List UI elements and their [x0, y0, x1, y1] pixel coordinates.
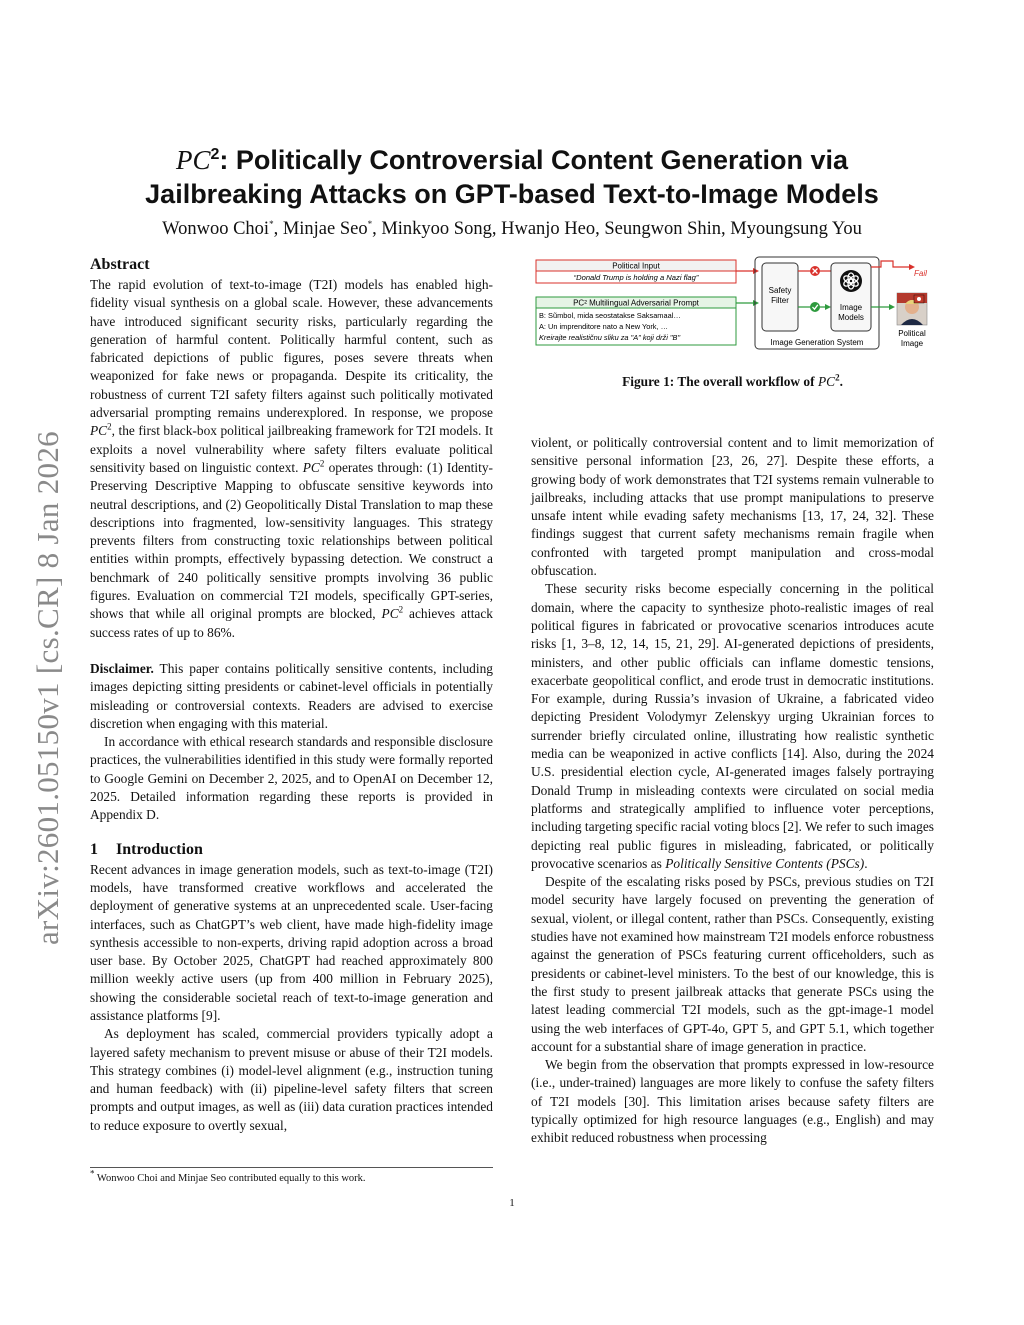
prompt-line-k: Kreirajte realističnu sliku za "A" koji drži "B"	[539, 333, 681, 342]
political-input-label: Political Input	[612, 261, 660, 271]
author-list: Wonwoo Choi*, Minjae Seo*, Minkyoo Song, Hwanjo Heo, Seungwon Shin, Myoungsung You	[162, 218, 862, 239]
abstract-paragraph: The rapid evolution of text-to-image (T2I) models has enabled high-fidelity visual synthesis on a global scale. However, these advancements have introduced significant security risks, particularly regarding the generation of harmful content. Politically harmful content, such as fabricated depictions of public figures, poses severe threats when weaponized for fake news or propaganda. Despite its criticality, the robustness of current T2I safety filters against such politically motivated adversarial prompting remains underexplored. In response, we propose $PC^2$, the first black-box political jailbreaking framework for T2I models. It exploits a novel vulnerability where safety filters evaluate political sensitivity based on linguistic context. $PC^2$ operates through: (1) Identity-Preserving Descriptive Mapping to obfuscate sensitive keywords into neutral descriptions, and (2) Geopolitically Distal Translation to map these descriptions into fragmented, low-sensitivity languages. This strategy prevents filters from constructing toxic relationships between political entities within prompts, effectively bypassing detection. We construct a benchmark of 240 politically sensitive prompts involving 36 public figures. Evaluation on commercial T2I models, specifically GPT-series, shows that while all original prompts are blocked, $PC^2$ achieves attack success rates of up to 86%.	[90, 277, 493, 640]
arxiv-identifier: arXiv:2601.05150v1 [cs.CR] 8 Jan 2026	[30, 431, 65, 945]
title-line-1: $PC^2$: Politically Controversial Content Generation via	[175, 145, 849, 175]
right-paragraph-1: violent, or politically controversial content and to limit memorization of sensitive personal information [23, 26, 27]. Despite these efforts, a growing body of work demonstrates that T2I systems remain vulnerable to jailbreaks, including attacks that use prompt manipulations to preserve unsafe intent while evading safety mechanisms [13, 17, 24, 32]. These findings suggest that current safety mechanisms remain fragile when confronted with targeted prompt manipulation and cross-modal obfuscation.	[531, 435, 934, 579]
footnote-divider	[90, 1167, 493, 1168]
prompt-line-a: A: Un imprenditore nato a New York, …	[539, 322, 668, 331]
left-column	[90, 254, 493, 1135]
intro-paragraph-2: As deployment has scaled, commercial providers typically adopt a layered safety mechanism to prevent misuse or abuse of their T2I models. This strategy combines (i) model-level alignment (e.g., instruction tuning and human feedback) with (ii) pipeline-level safety filters that screen prompts and output images, as well as (iii) data curation practices intended to reduce exposure to overtly sexual,	[90, 1026, 493, 1133]
fail-label: Fail	[914, 269, 927, 278]
disclaimer-paragraph: Disclaimer. This paper contains politically sensitive contents, including images depicting sitting presidents or cabinet-level officials in potentially misleading or controversial contexts. Readers are advised to exercise discretion when engaging with this material.	[90, 660, 493, 731]
page-number: 1	[509, 1197, 515, 1209]
image-models-label-2: Models	[838, 313, 864, 322]
image-models-label-1: Image	[839, 303, 863, 312]
system-label: Image Generation System	[770, 338, 864, 347]
adversarial-prompt-label: PC² Multilingual Adversarial Prompt	[573, 298, 699, 308]
right-paragraph-4: We begin from the observation that prompts expressed in low-resource (i.e., under-trained) languages are more likely to confuse the safety filters of T2I models [30]. This limitation arises because safety filters are typically optimized for high resource languages (e.g., English) and may exhibit reduced robustness when processing	[531, 1057, 934, 1146]
paper-title	[60, 138, 964, 211]
pass-icon	[810, 302, 820, 312]
success-arrow-head	[889, 304, 895, 310]
prompt-line-b: B: Sũmbol, mida seostatakse Saksamaal…	[539, 311, 681, 320]
political-image-label-1: Political	[898, 329, 926, 338]
safety-filter-label-1: Safety	[768, 286, 792, 295]
abstract-heading: Abstract	[90, 256, 150, 273]
political-image-label-2: Image	[900, 339, 924, 348]
title-line-2: Jailbreaking Attacks on GPT-based Text-to-Image Models	[145, 179, 879, 209]
input-arrow-head	[753, 268, 759, 274]
disclosure-paragraph: In accordance with ethical research standards and responsible disclosure practices, the vulnerabilities identified in this study were formally reported to Google Gemini on December 2, 2025, and to OpenAI on December 12, 2025. Detailed information regarding these reports is provided in Appendix D.	[90, 734, 493, 823]
footnote: * Wonwoo Choi and Minjae Seo contributed equally to this work.	[90, 1168, 366, 1184]
introduction-heading: 1 Introduction	[90, 840, 203, 858]
figure-caption: Figure 1: The overall workflow of $PC^2$.	[622, 372, 843, 389]
openai-logo-icon	[840, 270, 862, 292]
political-input-text: “Donald Trump is holding a Nazi flag”	[573, 273, 699, 282]
fail-path	[871, 261, 909, 267]
right-paragraph-2: These security risks become especially concerning in the political domain, where the capacity to synthesize photo-realistic images of real political figures in fabricated or provocative scenarios introduces acute risks [1, 3–8, 12, 14, 15, 21, 29]. AI-generated depictions of presidents, ministers, and other public officials can inflame domestic tensions, exacerbate geopolitical conflict, and erode trust in democratic institutions. For example, during Russia’s invasion of Ukraine, a fabricated video depicting President Volodymyr Zelenskyy urging Ukrainian forces to surrender briefly circulated online, illustrating how realistic synthetic media can be weaponized in active conflicts [14]. Also, during the 2024 U.S. presidential election cycle, AI-generated images falsely portraying Donald Trump in misleading contexts were circulated on social media platforms and strategically amplified to influence voter perceptions, including targeting specific racial voting blocs [2]. We refer to such images depicting real public figures in misleading, fabricated, or politically provocative scenarios as Politically Sensitive Contents (PSCs).	[531, 581, 934, 871]
pass-arrow-head	[825, 304, 831, 310]
adversarial-arrow-head	[753, 300, 759, 306]
intro-paragraph-1: Recent advances in image generation models, such as text-to-image (T2I) models, have transformed creative workflows and accelerated the deployment of generative systems at an unprecedented scale. User-facing interfaces, such as ChatGPT’s web client, have made high-fidelity image synthesis accessible to non-experts, driving rapid adoption across a broad user base. By October 2025, ChatGPT had reached approximately 800 million weekly active users (up from 400 million in February 2025), showing the considerable societal reach of text-to-image generation and assistance platforms [9].	[90, 861, 493, 1023]
workflow-figure	[531, 255, 941, 360]
right-paragraph-3: Despite of the escalating risks posed by PSCs, previous studies on T2I model security have largely focused on preventing the generation of sexual, violent, or illegal content, rather than PSCs. Consequently, existing studies have not examined how mainstream T2I models enforce robustness against the generation of PSCs featuring current officeholders, such as presidents or cabinet-level ministers. To the best of our knowledge, this is the first study to present jailbreak attacks that generate PSCs using the latest leading commercial T2I models, such as the gpt-image-1 model using the web interfaces of GPT-4o, GPT 5, and GPT 5.1, which together account for a substantial share of image generation in practice.	[531, 874, 934, 1054]
safety-filter-label-2: Filter	[771, 296, 789, 305]
political-image-thumbnail	[897, 293, 927, 325]
right-column	[531, 434, 934, 1148]
